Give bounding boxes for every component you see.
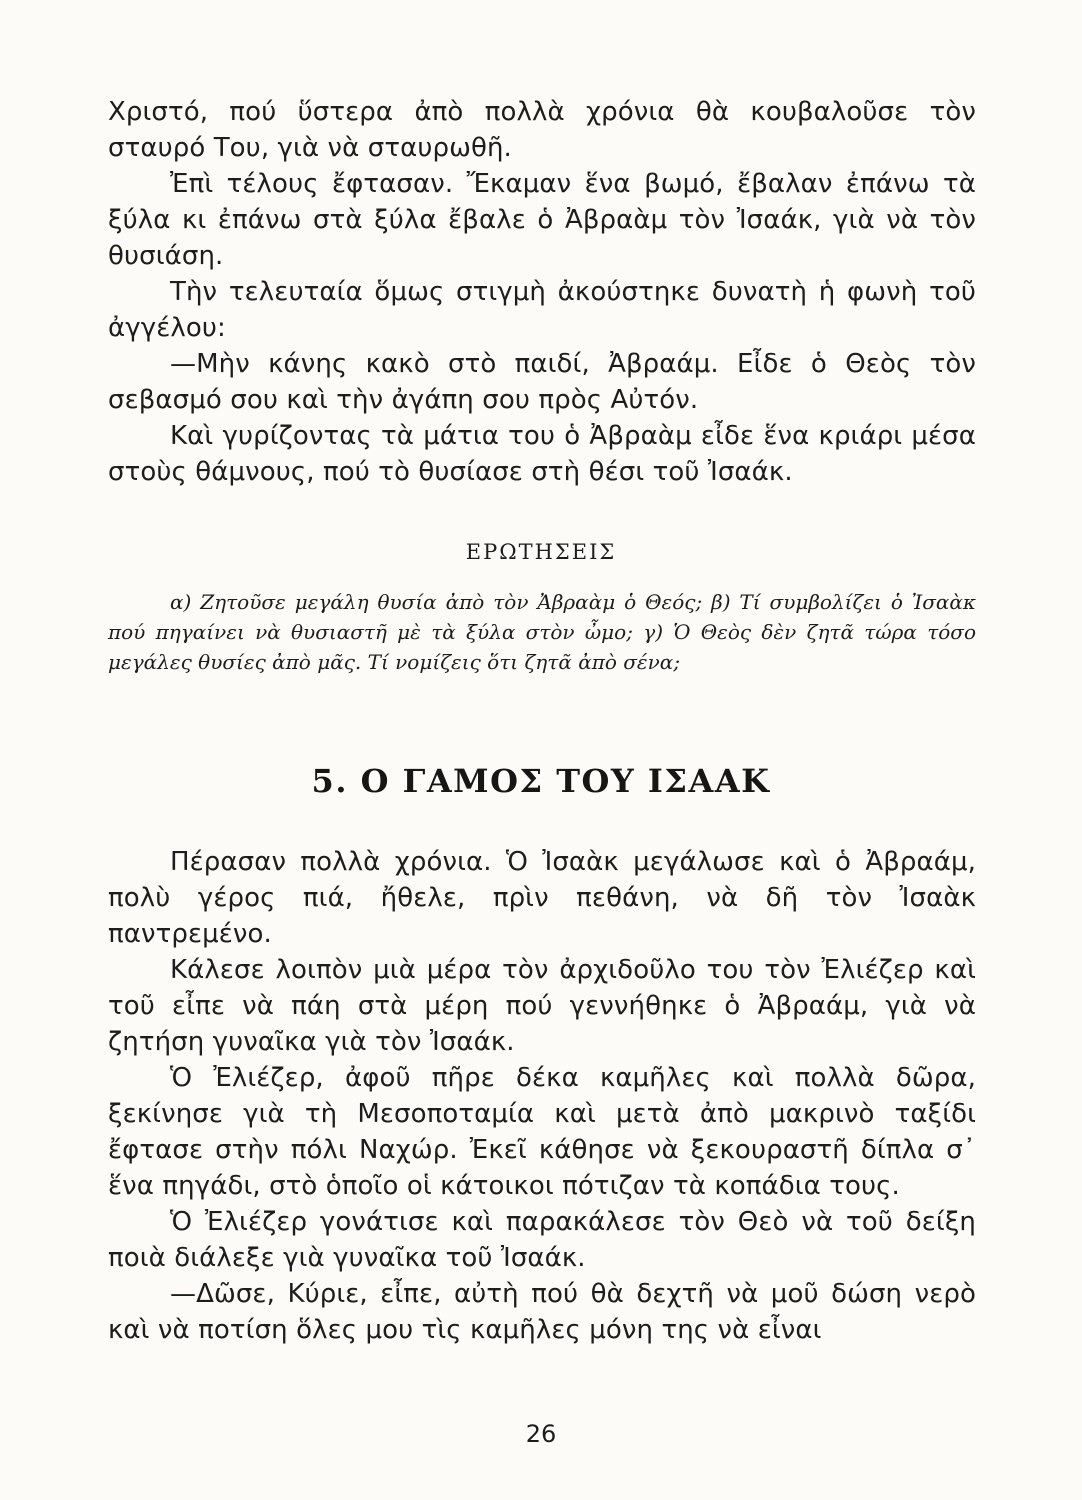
page-number: 26	[525, 1420, 557, 1448]
paragraph-eliezer-called: Κάλεσε λοιπὸν μιὰ μέρα τὸν ἀρχιδοῦλο του τὸν Ἐλιέζερ καὶ τοῦ εἶπε νὰ πάη στὰ μέρη πού γεννήθηκε ὁ Ἀβραάμ, γιὰ νὰ ζητήση γυναῖκα γιὰ τὸν Ἰσαάκ.	[108, 955, 976, 1057]
paragraph-request: —Δῶσε, Κύριε, εἶπε, αὐτὴ πού θὰ δεχτῆ νὰ μοῦ δώση νερὸ καὶ νὰ ποτίση ὅλες μου τὶς καμῆλες μόνη της νὰ εἶναι	[108, 1279, 976, 1345]
chapter-title: 5. Ο ΓΑΜΟΣ ΤΟΥ ΙΣΑΑΚ	[311, 762, 771, 800]
paragraph-continuation: Χριστό, πού ὕστερα ἀπὸ πολλὰ χρόνια θὰ κουβαλοῦσε τὸν σταυρό Του, γιὰ νὰ σταυρωθῆ.	[108, 97, 976, 163]
paragraph-prayer: Ὁ Ἐλιέζερ γονάτισε καὶ παρακάλεσε τὸν Θεὸ νὰ τοῦ δείξη ποιὰ διάλεξε γιὰ γυναῖκα τοῦ Ἰσαάκ.	[108, 1207, 976, 1273]
paragraph-years-passed: Πέρασαν πολλὰ χρόνια. Ὁ Ἰσαὰκ μεγάλωσε καὶ ὁ Ἀβραάμ, πολὺ γέρος πιά, ἤθελε, πρὶν πεθάνη, νὰ δῆ τὸν Ἰσαὰκ παντρεμένο.	[108, 847, 976, 949]
paragraph-journey: Ὁ Ἐλιέζερ, ἀφοῦ πῆρε δέκα καμῆλες καὶ πολλὰ δῶρα, ξεκίνησε γιὰ τὴ Μεσοποταμία καὶ μετὰ ἀπὸ μακρινὸ ταξίδι ἔφτασε στὴν πόλι Ναχώρ. Ἐκεῖ κάθησε νὰ ξεκουραστῆ δίπλα σ᾿ ἕνα πηγάδι, στὸ ὁποῖο οἱ κάτοικοι πότιζαν τὰ κοπάδια τους.	[108, 1063, 976, 1201]
top-text-block	[108, 94, 976, 490]
paragraph-altar: Ἐπὶ τέλους ἔφτασαν. Ἔκαμαν ἕνα βωμό, ἔβαλαν ἐπάνω τὰ ξύλα κι ἐπάνω στὰ ξύλα ἔβαλε ὁ Ἀβραὰμ τὸν Ἰσαάκ, γιὰ νὰ τὸν θυσιάση.	[108, 169, 976, 271]
questions-heading: ΕΡΩΤΗΣΕΙΣ	[465, 540, 617, 564]
paragraph-ram: Καὶ γυρίζοντας τὰ μάτια του ὁ Ἀβραὰμ εἶδε ἕνα κριάρι μέσα στοὺς θάμνους, πού τὸ θυσίασε στὴ θέσι τοῦ Ἰσαάκ.	[108, 421, 976, 487]
paragraph-angel-voice: Τὴν τελευταία ὅμως στιγμὴ ἀκούστηκε δυνατὴ ἡ φωνὴ τοῦ ἀγγέλου:	[108, 277, 976, 343]
questions-text: α) Ζητοῦσε μεγάλη θυσία ἀπὸ τὸν Ἀβραὰμ ὁ Θεός; β) Τί συμβολίζει ὁ Ἰσαὰκ πού πηγαίνει νὰ θυσιαστῆ μὲ τὰ ξύλα στὸν ὦμο; γ) Ὁ Θεὸς δὲν ζητᾶ τώρα τόσο μεγάλες θυσίες ἀπὸ μᾶς. Τί νομίζεις ὅτι ζητᾶ ἀπὸ σένα;	[108, 590, 976, 674]
paragraph-angel-speech: —Μὴν κάνης κακὸ στὸ παιδί, Ἀβραάμ. Εἶδε ὁ Θεὸς τὸν σεβασμό σου καὶ τὴν ἀγάπη σου πρὸς Αὐτόν.	[108, 349, 976, 415]
chapter-text-block	[108, 844, 976, 1348]
